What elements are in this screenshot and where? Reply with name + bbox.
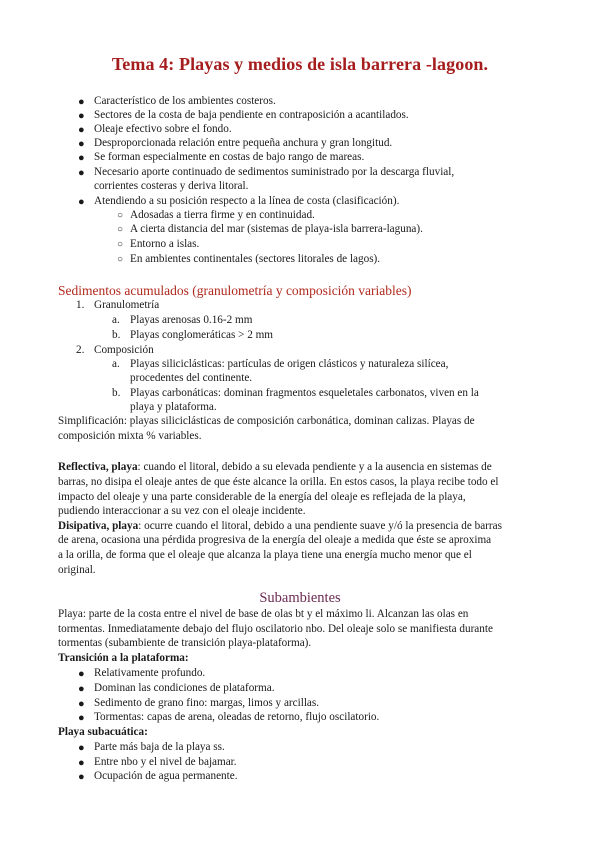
list-item: Playas carbonáticas: dominan fragmentos esqueletales carbonatos, viven en la [130, 387, 479, 399]
granulometria-label: Granulometría [94, 299, 160, 311]
bullet-icon: ● [78, 771, 85, 783]
bullet-icon: ● [78, 757, 85, 769]
list-item: Se forman especialmente en costas de bajo rango de mareas. [94, 151, 365, 163]
disipativa-text: : ocurre cuando el litoral, debido a una pendiente suave y/ó la presencia de barras [138, 520, 502, 532]
composicion-label: Composición [94, 344, 154, 356]
reflectiva-text: : cuando el litoral, debido a su elevada pendiente y a la ausencia en sistemas de [137, 461, 492, 473]
paragraph-line: pudiendo interaccionar a su vez con el oleaje incidente. [58, 505, 306, 517]
bullet-icon: ● [78, 742, 85, 754]
list-letter: b. [112, 387, 121, 399]
list-item-continuation: corrientes costeras y deriva litoral. [94, 180, 249, 192]
list-item: Playas arenosas 0.16-2 mm [130, 314, 253, 326]
bullet-icon: ● [78, 167, 85, 179]
list-item: Relativamente profundo. [94, 667, 206, 679]
list-item: Tormentas: capas de arena, oleadas de retorno, flujo oscilatorio. [94, 711, 380, 723]
list-item: Característico de los ambientes costeros. [94, 95, 276, 107]
list-letter: b. [112, 329, 121, 341]
list-item: Oleaje efectivo sobre el fondo. [94, 123, 232, 135]
simplification-text: Simplificación: playas siliciclásticas de composición carbonática, dominan calizas. Playas de [58, 415, 475, 427]
circle-bullet-icon: ○ [117, 254, 124, 265]
bullet-icon: ● [78, 152, 85, 164]
bullet-icon: ● [78, 196, 85, 208]
bullet-icon: ● [78, 698, 85, 710]
paragraph-line [58, 460, 492, 474]
bullet-icon: ● [78, 124, 85, 136]
bullet-icon: ● [78, 668, 85, 680]
bullet-icon: ● [78, 96, 85, 108]
list-item: Atendiendo a su posición respecto a la línea de costa (clasificación). [94, 195, 400, 207]
bullet-icon: ● [78, 110, 85, 122]
list-number: 2. [76, 344, 85, 356]
list-item: Ocupación de agua permanente. [94, 770, 238, 782]
circle-bullet-icon: ○ [117, 210, 124, 221]
circle-bullet-icon: ○ [117, 224, 124, 235]
paragraph-line: de arena, ocasiona una pérdida progresiva de la energía del oleaje a medida que éste se aproxima [58, 534, 492, 546]
disipativa-label: Disipativa, playa [58, 520, 139, 532]
list-item: Playas conglomeráticas > 2 mm [130, 329, 274, 341]
list-item: Playas siliciclásticas: partículas de origen clásticos y naturaleza silícea, [130, 358, 449, 370]
subacuatica-heading: Playa subacuática: [58, 726, 148, 738]
list-item-continuation: playa y plataforma. [130, 401, 217, 413]
list-item: Dominan las condiciones de plataforma. [94, 682, 275, 694]
sediments-heading: Sedimentos acumulados (granulometría y composición variables) [58, 283, 412, 298]
simplification-text: composición mixta % variables. [58, 430, 202, 442]
bullet-icon: ● [78, 138, 85, 150]
reflectiva-label: Reflectiva, playa [58, 461, 138, 473]
list-item: A cierta distancia del mar (sistemas de playa-isla barrera-laguna). [130, 223, 423, 235]
list-item: Entorno a islas. [130, 238, 200, 250]
paragraph-line: tormentas (subambiente de transición playa-plataforma). [58, 637, 312, 649]
list-item: Sectores de la costa de baja pendiente en contraposición a acantilados. [94, 109, 409, 121]
paragraph-line: barras, no disipa el oleaje antes de que éste alcance la orilla. En estos casos, la playa recibe todo el [58, 476, 499, 488]
list-item: En ambientes continentales (sectores litorales de lagos). [130, 253, 381, 265]
paragraph-line: tormentas. Inmediatamente debajo del flujo oscilatorio nbo. Del oleaje solo se manifiesta durante [58, 623, 493, 635]
list-item: Desproporcionada relación entre pequeña anchura y gran longitud. [94, 137, 393, 149]
paragraph-line: original. [58, 564, 96, 576]
list-item: Adosadas a tierra firme y en continuidad. [130, 209, 315, 221]
page-title: Tema 4: Playas y medios de isla barrera -lagoon. [111, 54, 489, 74]
list-item: Sedimento de grano fino: margas, limos y arcillas. [94, 697, 320, 709]
list-letter: a. [112, 314, 120, 326]
bullet-icon: ● [78, 683, 85, 695]
transicion-heading: Transición a la plataforma: [58, 652, 189, 664]
list-item: Entre nbo y el nivel de bajamar. [94, 756, 237, 768]
subambientes-heading: Subambientes [259, 590, 341, 606]
circle-bullet-icon: ○ [117, 239, 124, 250]
bullet-icon: ● [78, 712, 85, 724]
list-item: Necesario aporte continuado de sedimentos suministrado por la descarga fluvial, [94, 166, 455, 178]
paragraph-line: impacto del oleaje y una parte considerable de la energía del oleaje es reflejada de la playa, [58, 491, 466, 503]
list-number: 1. [76, 299, 85, 311]
list-letter: a. [112, 358, 120, 370]
list-item: Parte más baja de la playa ss. [94, 741, 225, 753]
list-item-continuation: procedentes del continente. [130, 372, 253, 384]
paragraph-line: a la orilla, de forma que el oleaje que alcanza la playa tiene una energía mucho menor que el [58, 549, 472, 561]
paragraph-line [58, 519, 502, 533]
paragraph-line: Playa: parte de la costa entre el nivel de base de olas bt y el máximo li. Alcanzan las olas en [58, 608, 469, 620]
